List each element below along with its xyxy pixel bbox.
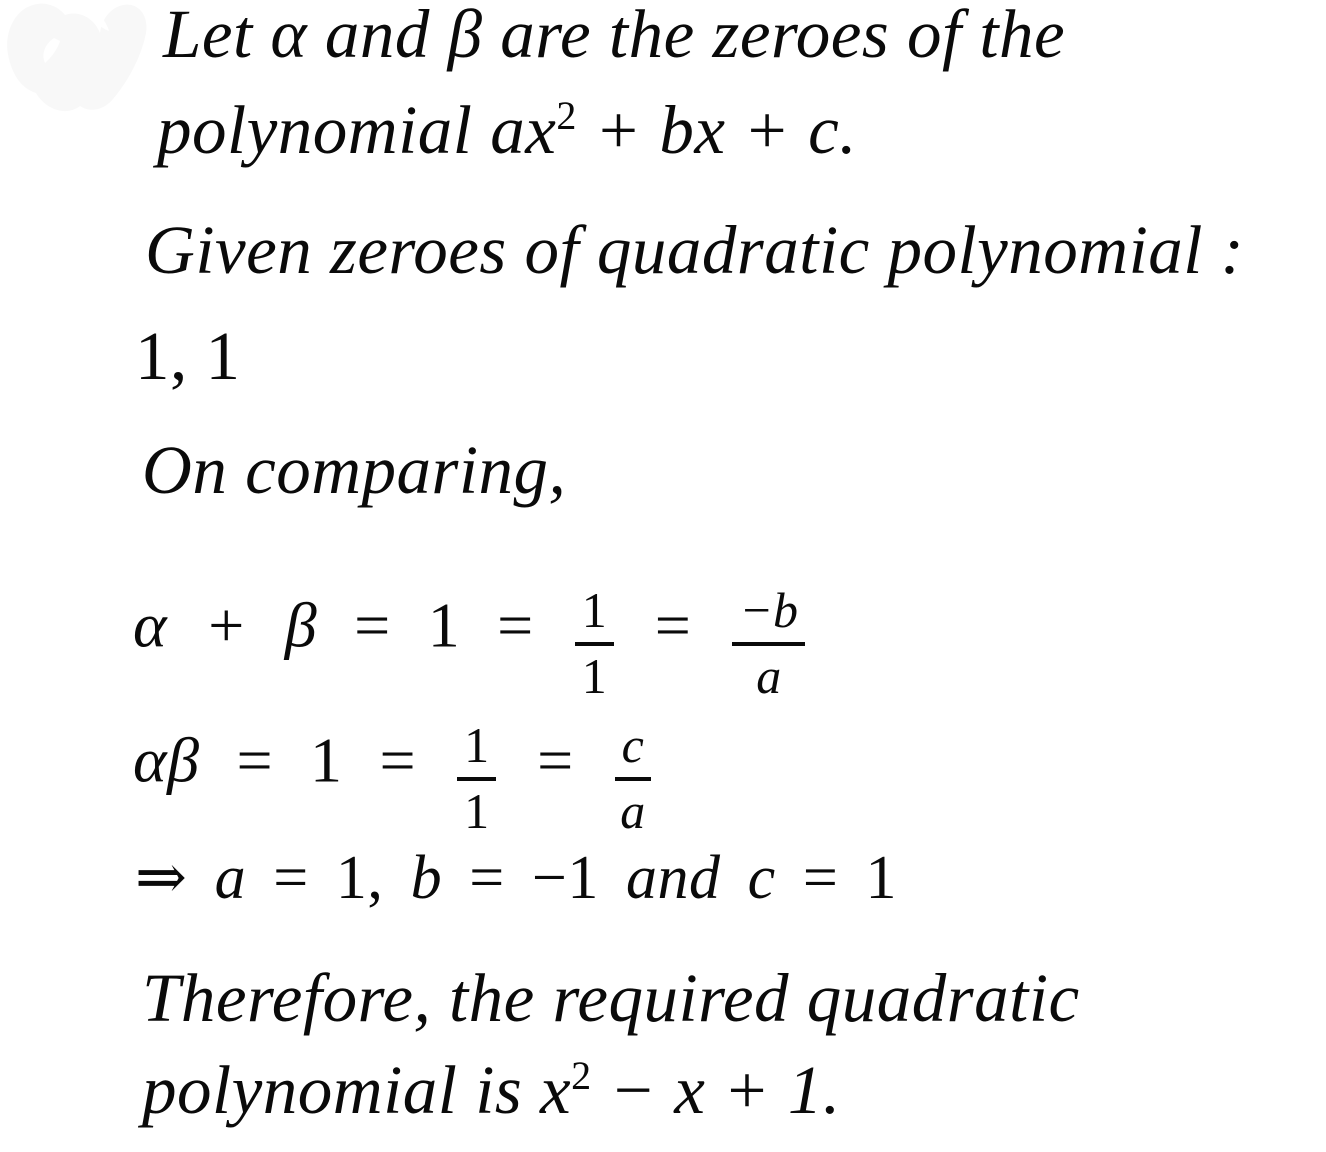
implies-line <box>135 844 897 912</box>
comparing-text: On comparing, <box>142 432 567 508</box>
intro-line-1-text: Let α and β are the zeroes of the <box>163 0 1066 72</box>
fraction-one-over-one <box>575 584 614 702</box>
given-line-text: Given zeroes of quadratic polynomial : <box>145 212 1245 288</box>
eq-product-equals-1: = <box>199 724 311 796</box>
zeroes-values-line <box>135 318 241 394</box>
eq-sum-value-one: 1 <box>427 589 461 661</box>
fraction-one-over-one <box>457 719 496 837</box>
fraction-c-over-a <box>615 719 651 837</box>
and-var-c: and c <box>625 844 776 912</box>
exponent-2: 2 <box>556 93 577 138</box>
implies-arrow-icon: ⇒ <box>135 844 215 912</box>
eq-product-equals-3: = <box>500 724 611 796</box>
fraction-numerator: c <box>615 719 651 781</box>
eq-sum-equals-1: = <box>317 589 428 661</box>
intro-line-1 <box>163 0 1066 72</box>
var-b-value: = −1 <box>442 844 626 912</box>
equation-sum-line <box>133 573 809 704</box>
zeroes-values: 1, 1 <box>135 318 241 394</box>
fraction-numerator: 1 <box>575 584 614 646</box>
var-a: a <box>214 844 247 912</box>
intro-line-2-post: + bx + c. <box>576 92 857 168</box>
fraction-neg-b-over-a <box>732 584 805 702</box>
var-b: b <box>410 844 443 912</box>
therefore-line-1 <box>142 960 1080 1036</box>
fraction-denominator: a <box>620 782 646 839</box>
eq-sum-lhs: α + β <box>133 589 318 661</box>
eq-product-value-one: 1 <box>310 724 343 796</box>
given-line <box>145 212 1245 288</box>
exponent-2: 2 <box>571 1053 592 1098</box>
therefore-line-2-pre: polynomial is x <box>142 1052 572 1128</box>
comparing-line <box>142 432 567 508</box>
therefore-line-1-text: Therefore, the required quadratic <box>142 960 1080 1036</box>
eq-sum-equals-2: = <box>460 589 571 661</box>
eq-sum-equals-3: = <box>617 589 729 661</box>
fraction-numerator: −b <box>732 584 805 646</box>
watermark-logo-icon <box>0 0 160 125</box>
equation-product-line <box>133 708 655 839</box>
therefore-line-2-post: − x + 1. <box>591 1052 841 1128</box>
eq-product-lhs: αβ <box>133 724 200 796</box>
intro-line-2-pre: polynomial ax <box>157 92 557 168</box>
var-a-value: = 1, <box>246 844 411 912</box>
fraction-denominator: 1 <box>581 647 607 704</box>
intro-line-2 <box>157 92 857 168</box>
var-c-value: = 1 <box>775 844 897 912</box>
fraction-numerator: 1 <box>457 719 496 781</box>
fraction-denominator: 1 <box>464 782 490 839</box>
eq-product-equals-2: = <box>342 724 454 796</box>
fraction-denominator: a <box>756 647 782 704</box>
therefore-line-2 <box>142 1052 841 1128</box>
